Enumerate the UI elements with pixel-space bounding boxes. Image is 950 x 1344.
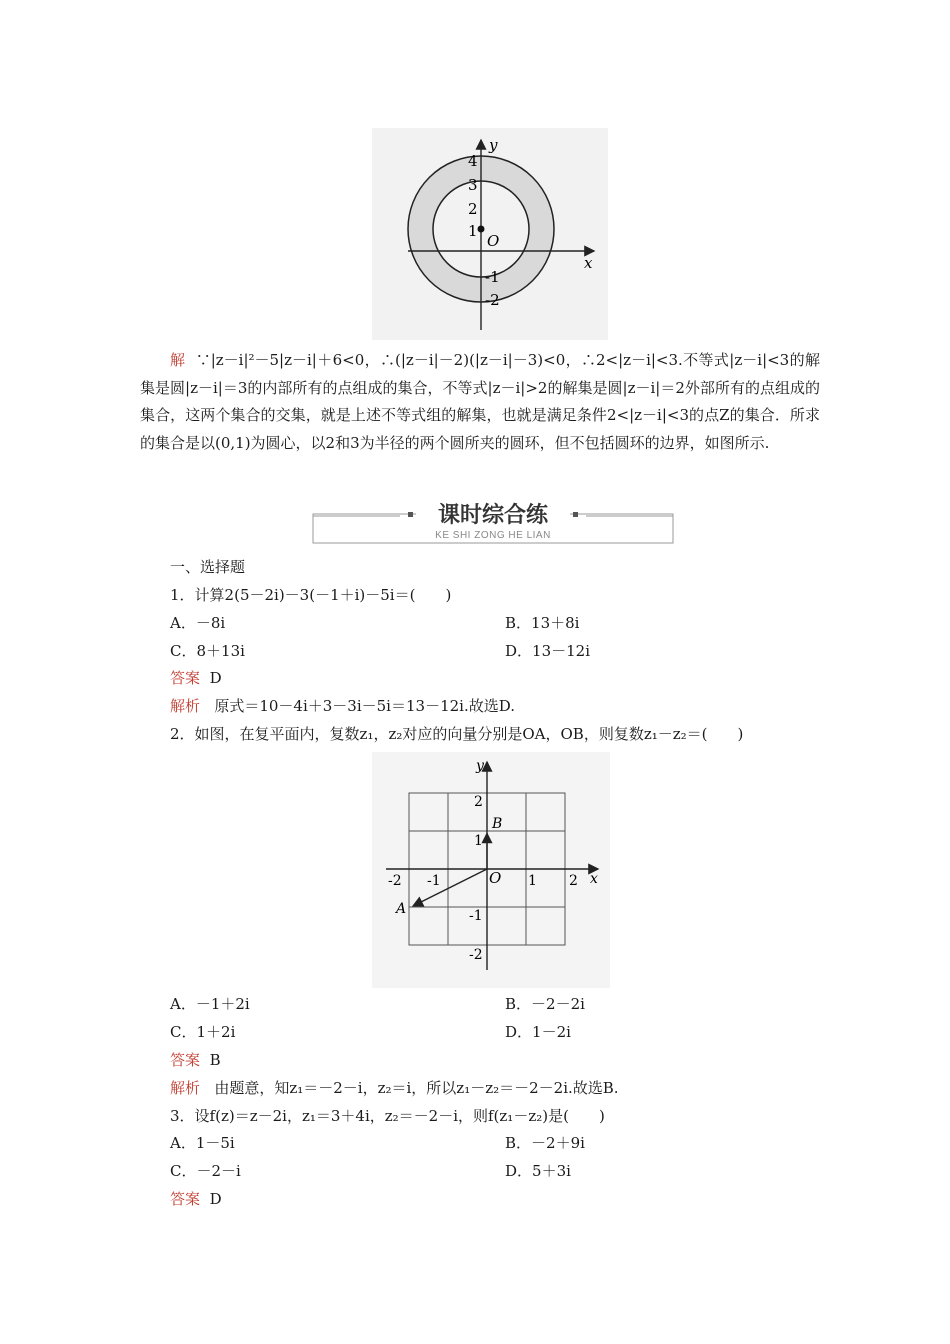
tick-y-neg2: -2 [469,947,483,963]
q3-option-d: D．5＋3i [505,1162,571,1180]
tick-2: 2 [468,200,478,218]
q3-stem: 3．设f(z)＝z－2i，z₁＝3＋4i，z₂＝－2－i，则f(z₁－z₂)是( ) [170,1107,605,1125]
banner-subtitle: KE SHI ZONG HE LIAN [435,530,551,541]
section-title: 一、选择题 [170,558,246,576]
tick-x-1: 1 [528,873,537,889]
q1-analysis [170,696,515,716]
tick-3: 3 [468,176,478,194]
x-axis-label: x [590,871,598,887]
y-axis-label: y [476,758,484,774]
q1-option-a: A．－8i [170,614,226,632]
tick-y-2: 2 [474,794,483,810]
banner-title: 课时综合练 [437,503,549,528]
q2-option-b: B．－2－2i [505,995,585,1013]
y-axis-label: y [489,136,498,154]
q2-option-d: D．1－2i [505,1023,571,1041]
q3-answer [170,1189,222,1209]
section-banner [312,500,674,544]
point-b-label: B [492,816,503,832]
q1-analysis-label: 解析 [170,697,201,715]
center-point [478,226,485,233]
q2-answer [170,1050,221,1070]
tick-x-2: 2 [569,873,578,889]
tick-x-neg2: -2 [388,873,402,889]
tick-neg2: -2 [485,291,500,309]
solution-label: 解 [170,351,186,369]
q1-answer-label: 答案 [170,669,201,687]
tick-y-neg1: -1 [469,908,483,924]
vector-figure [372,752,610,988]
q2-analysis-text: 由题意，知z₁＝－2－i，z₂＝i，所以z₁－z₂＝－2－2i.故选B. [214,1079,619,1097]
q2-analysis [170,1078,619,1098]
tick-x-neg1: -1 [427,873,441,889]
q3-answer-value: D [209,1190,222,1208]
q1-stem: 1．计算2(5－2i)－3(－1＋i)－5i＝( ) [170,586,452,604]
solution-text: ∵|z－i|²－5|z－i|＋6<0，∴(|z－i|－2)(|z－i|－3)<0，∴2<|z－i|<3.不等式|z－i|<3的解集是圆|z－i|＝3的内部所有的点组成的集合，不等式|z－i|>2的解集是圆|z－i|＝2外部所有的点组成的集合，这两个集合的交集，就是上述不等式组的解集，也就是满足条件2<|z－i|<3的点Z的集合．所求的集合是以(0,1)为圆心，以2和3为半径的两个圆所夹的圆环，但不包括圆环的边界，如图所示. [140,351,820,452]
q2-answer-value: B [209,1051,221,1069]
point-a-label: A [396,901,407,917]
q3-option-c: C．－2－i [170,1162,241,1180]
tick-1: 1 [468,222,478,240]
q1-answer-value: D [209,669,222,687]
q3-option-a: A．1－5i [170,1134,235,1152]
solution-paragraph [140,347,820,457]
tick-4: 4 [468,152,478,170]
annulus-figure [372,128,608,340]
q2-option-a: A．－1＋2i [170,995,250,1013]
q1-analysis-text: 原式＝10－4i＋3－3i－5i＝13－12i.故选D. [214,697,515,715]
q2-option-c: C．1＋2i [170,1023,236,1041]
q1-option-b: B．13＋8i [505,614,580,632]
q2-analysis-label: 解析 [170,1079,201,1097]
origin-label: O [489,869,502,887]
tick-neg1: -1 [485,268,500,286]
x-axis-label: x [584,254,593,272]
q1-answer [170,668,222,688]
q2-answer-label: 答案 [170,1051,201,1069]
q1-option-c: C．8＋13i [170,642,245,660]
q3-answer-label: 答案 [170,1190,201,1208]
q1-option-d: D．13－12i [505,642,590,660]
origin-label: O [487,232,500,250]
q3-option-b: B．－2＋9i [505,1134,585,1152]
tick-y-1: 1 [474,833,483,849]
q2-stem: 2．如图，在复平面内，复数z₁，z₂对应的向量分别是OA，OB，则复数z₁－z₂＝( ) [170,725,744,743]
